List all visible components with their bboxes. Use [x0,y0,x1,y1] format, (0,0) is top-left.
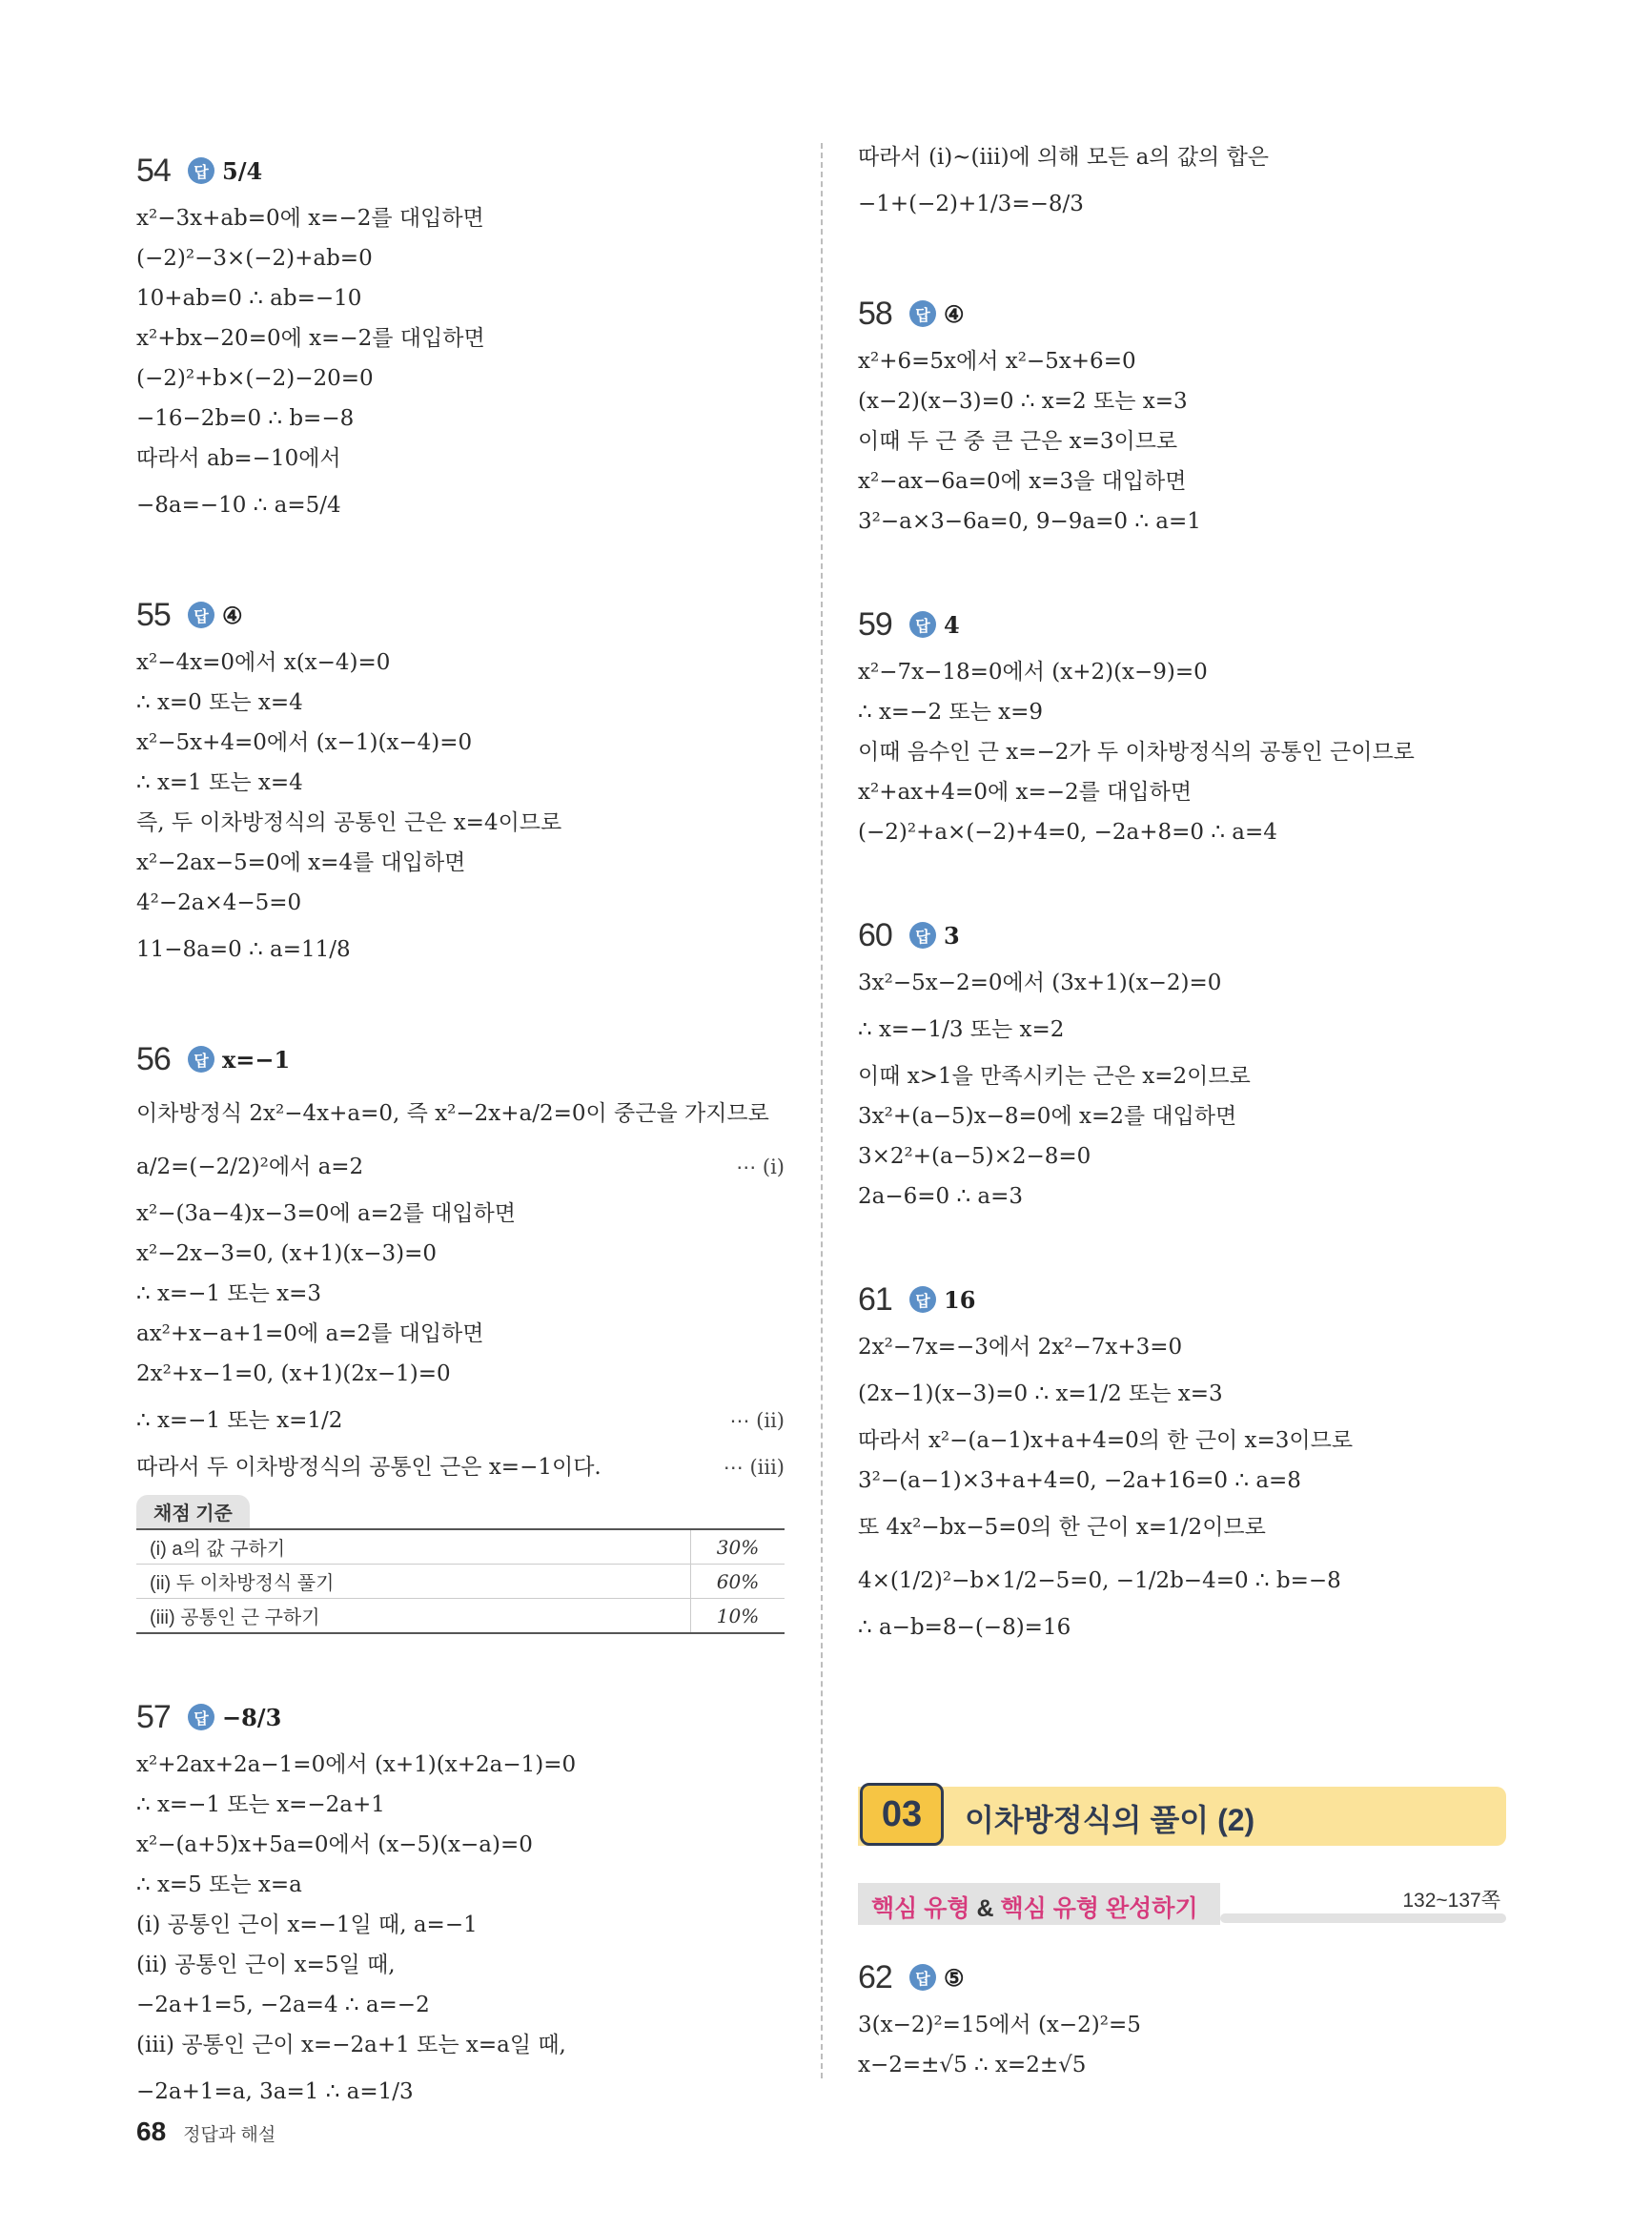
problem-header [858,597,1511,652]
sub-header [858,1883,1506,1925]
solution-line: 2x²−7x=−3에서 2x²−7x+3=0 [858,1335,1183,1360]
problem-block [858,597,1511,852]
page-number: 68 [136,2117,167,2146]
solution-line: ∴ x=1 또는 x=4 [136,770,303,795]
solution-line: 10+ab=0 ∴ ab=−10 [136,286,362,311]
problem-block [136,587,785,976]
solution-line: (i) 공통인 근이 x=−1일 때, a=−1 [136,1913,478,1937]
solution-line: −8a=−10 ∴ a=5/4 [136,493,341,518]
solution-line: 3(x−2)²=15에서 (x−2)²=5 [858,2013,1141,2037]
problem-number: 57 [136,1698,171,1735]
table-row: (iii) 공통인 근 구하기 10% [136,1599,785,1634]
problem-number: 54 [136,152,171,189]
problem-header [136,143,785,198]
solution-line: ∴ x=−1 또는 x=−2a+1 [136,1792,385,1817]
answer-value: 4 [944,610,960,639]
problem-block [136,143,785,532]
answer-badge-icon: 답 [188,157,214,184]
problem-block [136,1689,785,2118]
solution-line: −16−2b=0 ∴ b=−8 [136,406,355,431]
solution-line: 이차방정식 2x²−4x+a=0, 즉 x²−2x+a/2=0이 중근을 가지므로 [136,1101,769,1126]
solution-line: ∴ x=−1 또는 x=1/2 ⋯ (ii) [136,1394,785,1447]
solution-line: (2x−1)(x−3)=0 ∴ x=1/2 또는 x=3 [858,1381,1223,1406]
answer-value: x=−1 [222,1045,291,1074]
solution-line: 2x²+x−1=0, (x+1)(2x−1)=0 [136,1361,451,1386]
problem-header [136,1032,785,1087]
section-title: 이차방정식의 풀이 (2) [965,1803,1255,1837]
answer-value: −8/3 [222,1703,282,1731]
problem-62-wrapper [858,1950,1506,2140]
problem-block [858,1950,1506,2085]
solution-line: 즉, 두 이차방정식의 공통인 근은 x=4이므로 [136,810,562,835]
step-marker: ⋯ (i) [736,1156,785,1178]
rubric-title: 채점 기준 [136,1495,250,1528]
solution-line: (−2)²−3×(−2)+ab=0 [136,246,373,271]
page-range: 132~137쪽 [1402,1890,1500,1912]
solution-line: (x−2)(x−3)=0 ∴ x=2 또는 x=3 [858,389,1188,414]
solution-line: −2a+1=5, −2a=4 ∴ a=−2 [136,1993,430,2017]
table-row: (i) a의 값 구하기 30% [136,1529,785,1565]
problem-header [136,587,785,643]
solution-line: ∴ x=5 또는 x=a [136,1872,302,1897]
problem-block [858,1272,1511,1647]
step-marker: ⋯ (iii) [723,1456,785,1479]
solution-line: 3²−a×3−6a=0, 9−9a=0 ∴ a=1 [858,509,1201,534]
solution-line: 3x²−5x−2=0에서 (3x+1)(x−2)=0 [858,971,1222,995]
solution-line: x²−2x−3=0, (x+1)(x−3)=0 [136,1241,438,1266]
solution-line: ax²+x−a+1=0에 a=2를 대입하면 [136,1321,484,1346]
solution-line: (iii) 공통인 근이 x=−2a+1 또는 x=a일 때, [136,2033,566,2057]
solution-line: (−2)²+a×(−2)+4=0, −2a+8=0 ∴ a=4 [858,820,1277,845]
solution-line: ∴ x=−2 또는 x=9 [858,700,1044,725]
solution-line: (−2)²+b×(−2)−20=0 [136,366,374,391]
solution-line: x²+bx−20=0에 x=−2를 대입하면 [136,326,485,351]
answer-value: ⑤ [944,1963,965,1992]
problem-number: 55 [136,596,171,633]
section-number: 03 [860,1783,944,1846]
solution-line: 3x²+(a−5)x−8=0에 x=2를 대입하면 [858,1104,1237,1129]
solution-line: x²−3x+ab=0에 x=−2를 대입하면 [136,206,484,231]
problem-block [136,1032,785,1634]
footer [136,2117,275,2147]
answer-badge-icon: 답 [188,1046,214,1073]
problem-block [858,908,1511,1217]
answer-badge-icon: 답 [188,1704,214,1730]
problem-block [858,286,1511,542]
solution-line: x²−2ax−5=0에 x=4를 대입하면 [136,850,466,875]
problem-number: 60 [858,916,892,953]
problem-header [858,286,1511,341]
answer-value: ④ [944,299,965,328]
solution-line: x²−5x+4=0에서 (x−1)(x−4)=0 [136,730,473,755]
answer-badge-icon: 답 [909,1286,936,1313]
problem-number: 56 [136,1040,171,1077]
solution-line: 3×2²+(a−5)×2−8=0 [858,1144,1091,1169]
solution-line: x²−7x−18=0에서 (x+2)(x−9)=0 [858,660,1208,685]
answer-value: 3 [944,921,960,950]
solution-line: 2a−6=0 ∴ a=3 [858,1184,1024,1209]
problem-number: 58 [858,295,892,332]
answer-badge-icon: 답 [188,602,214,628]
left-column [136,143,785,2174]
solution-line: 4×(1/2)²−b×1/2−5=0, −1/2b−4=0 ∴ b=−8 [858,1568,1341,1593]
answer-badge-icon: 답 [909,300,936,327]
solution-line: ∴ x=0 또는 x=4 [136,690,303,715]
solution-line: 4²−2a×4−5=0 [136,890,302,915]
solution-line: 3²−(a−1)×3+a+4=0, −2a+16=0 ∴ a=8 [858,1468,1301,1493]
answer-value: 16 [944,1285,976,1314]
solution-line: 따라서 x²−(a−1)x+a+4=0의 한 근이 x=3이므로 [858,1428,1354,1453]
solution-line: 이때 두 근 중 큰 근은 x=3이므로 [858,429,1178,454]
solution-line: x²+2ax+2a−1=0에서 (x+1)(x+2a−1)=0 [136,1752,577,1777]
solution-line: x−2=±√5 ∴ x=2±√5 [858,2053,1087,2077]
step-marker: ⋯ (ii) [729,1409,785,1432]
answer-badge-icon: 답 [909,1964,936,1991]
solution-line: (ii) 공통인 근이 x=5일 때, [136,1953,396,1977]
sub-header-label: 핵심 유형 & 핵심 유형 완성하기 [871,1895,1198,1922]
solution-line: −1+(−2)+1/3=−8/3 [858,192,1084,216]
answer-badge-icon: 답 [909,611,936,638]
solution-line: x²+ax+4=0에 x=−2를 대입하면 [858,780,1193,805]
problem-header [858,908,1511,963]
solution-line: −2a+1=a, 3a=1 ∴ a=1/3 [136,2079,414,2104]
problem-header [136,1689,785,1745]
solution-line: x²−ax−6a=0에 x=3을 대입하면 [858,469,1187,494]
problem-header [858,1272,1511,1327]
table-row: (ii) 두 이차방정식 풀기 60% [136,1565,785,1599]
solution-line: 이때 x>1을 만족시키는 근은 x=2이므로 [858,1064,1251,1089]
grading-rubric [136,1495,785,1634]
solution-line: x²−(3a−4)x−3=0에 a=2를 대입하면 [136,1201,516,1226]
continued-solution [858,137,1511,231]
problem-number: 61 [858,1280,892,1318]
solution-line: 또 4x²−bx−5=0의 한 근이 x=1/2이므로 [858,1515,1266,1540]
solution-line: 따라서 ab=−10에서 [136,446,341,471]
footer-label: 정답과 해설 [183,2125,276,2145]
answer-badge-icon: 답 [909,922,936,949]
solution-line: x²−(a+5)x+5a=0에서 (x−5)(x−a)=0 [136,1832,533,1857]
solution-line: ∴ x=−1 또는 x=3 [136,1281,322,1306]
solution-line: a/2=(−2/2)²에서 a=2 ⋯ (i) [136,1140,785,1194]
solution-line: ∴ a−b=8−(−8)=16 [858,1615,1071,1640]
problem-header [858,1950,1506,2005]
solution-line: 따라서 두 이차방정식의 공통인 근은 x=−1이다. ⋯ (iii) [136,1447,785,1487]
answer-value: 5/4 [222,156,263,185]
solution-line: 이때 음수인 근 x=−2가 두 이차방정식의 공통인 근이므로 [858,740,1415,765]
section-header [858,1783,1506,1850]
column-divider [821,143,823,2078]
solution-line: x²+6=5x에서 x²−5x+6=0 [858,349,1136,374]
solution-line: x²−4x=0에서 x(x−4)=0 [136,650,391,675]
problem-number: 62 [858,1958,892,1995]
solution-line: ∴ x=−1/3 또는 x=2 [858,1017,1065,1042]
answer-value: ④ [222,601,243,629]
right-column [858,143,1511,1703]
solution-line: 따라서 (i)~(iii)에 의해 모든 a의 값의 합은 [858,145,1270,170]
problem-number: 59 [858,605,892,643]
solution-line: 11−8a=0 ∴ a=11/8 [136,937,351,962]
rubric-table [136,1528,785,1634]
